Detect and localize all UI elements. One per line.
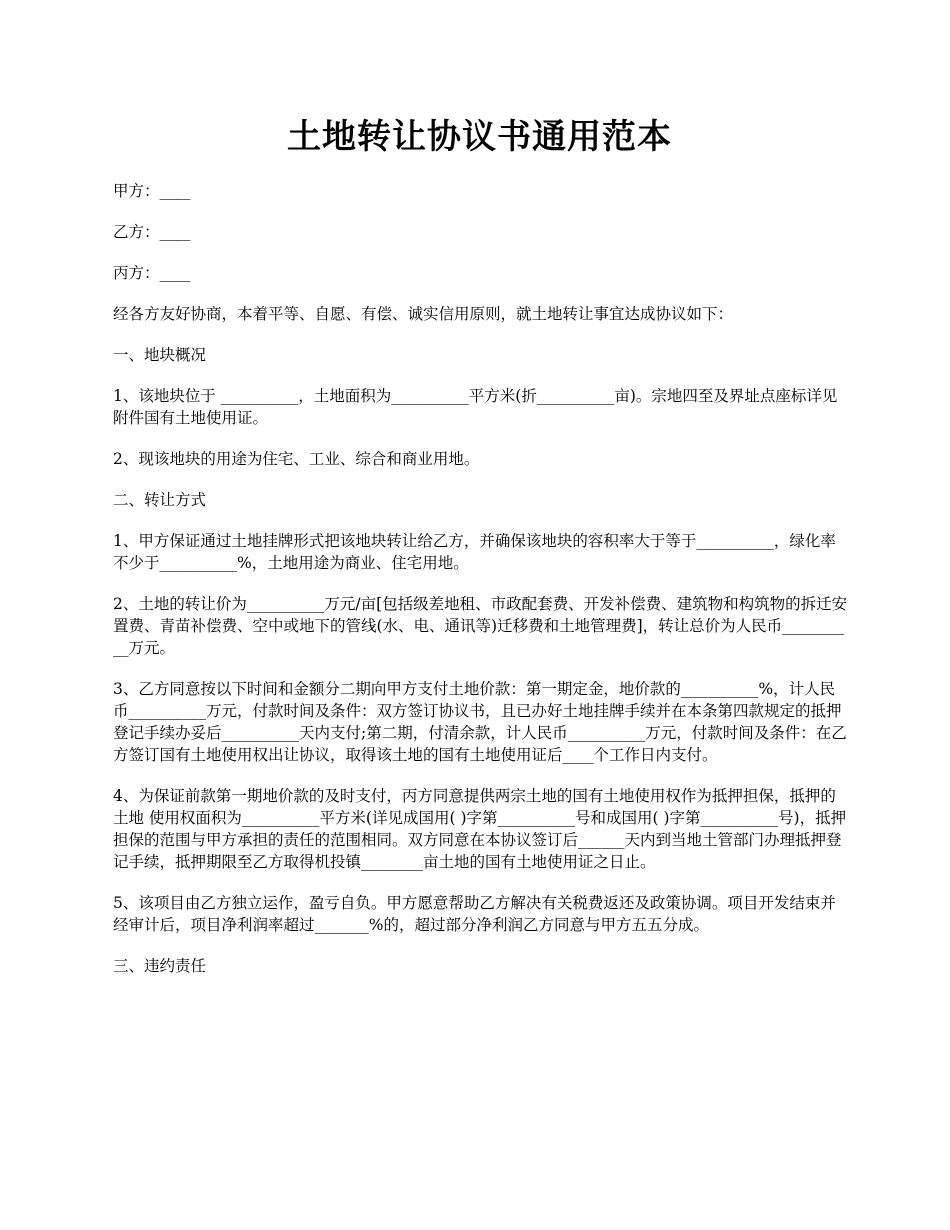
party-a-line: 甲方：____ xyxy=(113,182,191,200)
clause-2-2: 2、土地的转让价为__________万元/亩[包括级差地租、市政配套费、开发补偿费、建筑物和构筑物的拆迁安置费、青苗补偿费、空中或地下的管线(水、电、通讯等)迁移费和土地管理费]，转让总价为人民币__________万元。 xyxy=(113,595,848,657)
section-heading-liability: 三、违约责任 xyxy=(113,957,207,975)
party-b-line: 乙方：____ xyxy=(113,223,191,241)
section-heading-transfer-method: 二、转让方式 xyxy=(113,491,207,509)
clause-2-3: 3、乙方同意按以下时间和金额分二期向甲方支付土地价款：第一期定金，地价款的__________%，计人民币__________万元，付款时间及条件：双方签订协议书，且已办好土地挂牌手续并在本条第四款规定的抵押登记手续办妥后__________天内支付;第二期，付清余款，计人民币__________万元，付款时间及条件：在乙方签订国有土地使用权出让协议，取得该土地的国有土地使用证后____个工作日内支付。 xyxy=(113,680,847,764)
clause-2-1: 1、甲方保证通过土地挂牌形式把该地块转让给乙方，并确保该地块的容积率大于等于__________，绿化率不少于__________%，土地用途为商业、住宅用地。 xyxy=(113,532,836,572)
clause-1-1: 1、该地块位于 __________，土地面积为__________平方米(折__________亩)。宗地四至及界址点座标详见附件国有土地使用证。 xyxy=(113,387,838,427)
clause-2-5: 5、该项目由乙方独立运作，盈亏自负。甲方愿意帮助乙方解决有关税费返还及政策协调。项目开发结束并经审计后，项目净利润率超过_______%的，超过部分净利润乙方同意与甲方五五分成。 xyxy=(113,894,836,934)
section-heading-plot-overview: 一、地块概况 xyxy=(113,346,207,364)
preamble-paragraph: 经各方友好协商，本着平等、自愿、有偿、诚实信用原则，就土地转让事宜达成协议如下： xyxy=(113,305,734,323)
party-c-line: 丙方：____ xyxy=(113,264,191,282)
document-title: 土地转让协议书通用范本 xyxy=(287,117,672,157)
clause-2-4: 4、为保证前款第一期地价款的及时支付，丙方同意提供两宗土地的国有土地使用权作为抵押担保，抵押的土地 使用权面积为__________平方米(详见成国用( )字第__________号和成国用( )字第__________号)，抵押担保的范围与甲方承担的责任的范围相同。双方同意在本协议签订后______天内到当地土管部门办理抵押登记手续，抵押期限至乙方取得机投镇________亩土地的国有土地使用证之日止。 xyxy=(113,787,847,871)
clause-1-2: 2、现该地块的用途为住宅、工业、综合和商业用地。 xyxy=(113,450,480,468)
